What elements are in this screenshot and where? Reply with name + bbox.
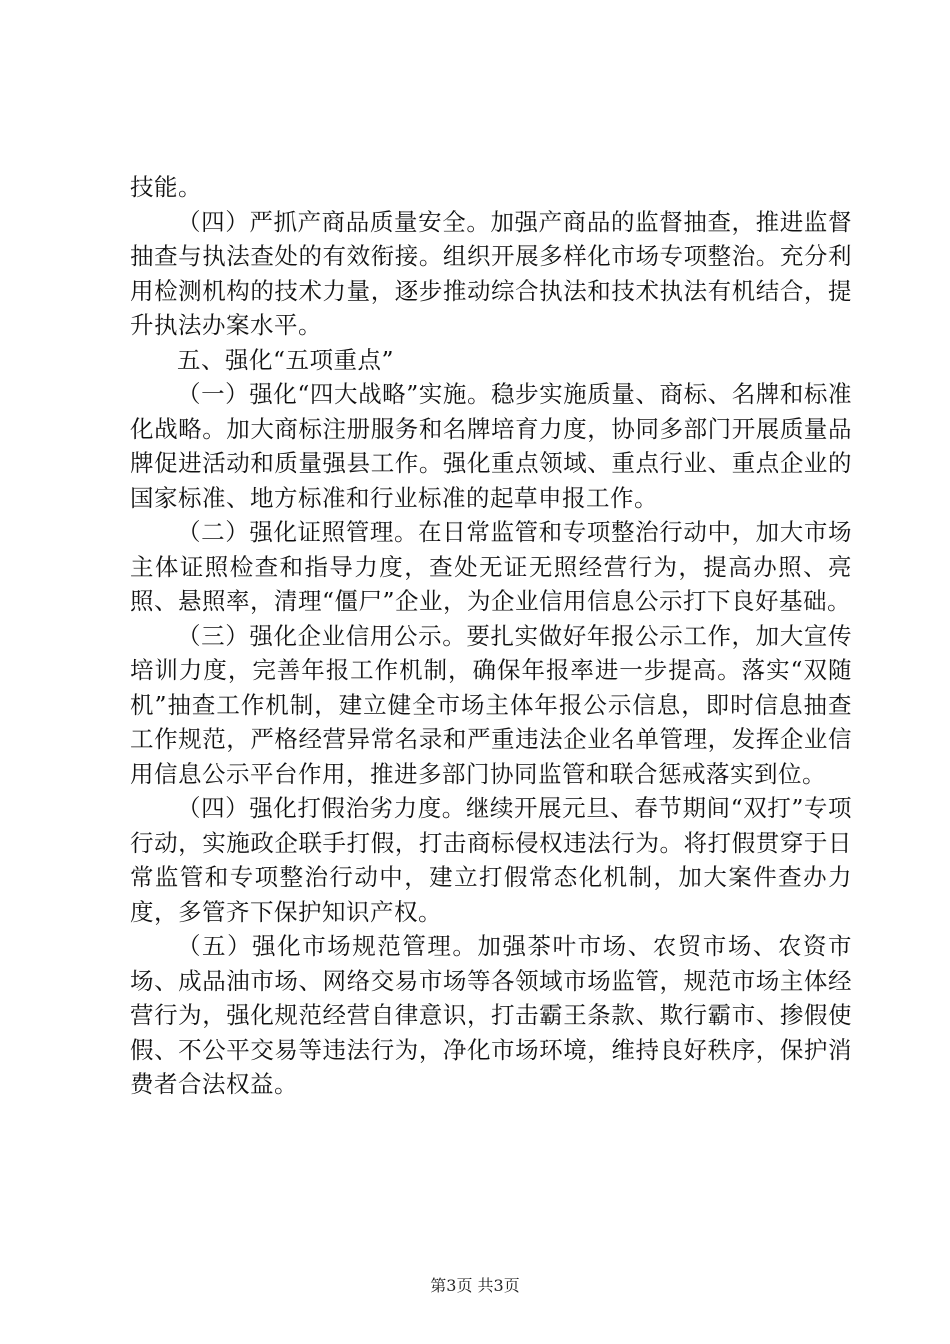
document-body: [130, 170, 852, 1102]
paragraph-credit-disclosure: （三）强化企业信用公示。要扎实做好年报公示工作，加大宣传培训力度，完善年报工作机制，确保年报率进一步提高。落实“双随机”抽查工作机制，建立健全市场主体年报公示信息，即时信息抽查工作规范，严格经营异常名录和严重违法企业名单管理，发挥企业信用信息公示平台作用，推进多部门协同监管和联合惩戒落实到位。: [130, 621, 852, 788]
paragraph-four-strategies: （一）强化“四大战略”实施。稳步实施质量、商标、名牌和标准化战略。加大商标注册服务和名牌培育力度，协同多部门开展质量品牌促进活动和质量强县工作。强化重点领域、重点行业、重点企业的国家标准、地方标准和行业标准的起草申报工作。: [130, 380, 852, 512]
paragraph-market-regulation: （五）强化市场规范管理。加强茶叶市场、农贸市场、农资市场、成品油市场、网络交易市场等各领域市场监管，规范市场主体经营行为，强化规范经营自律意识，打击霸王条款、欺行霸市、掺假使假、不公平交易等违法行为，净化市场环境，维持良好秩序，保护消费者合法权益。: [130, 932, 852, 1098]
page-number: 第3页 共3页: [430, 1276, 520, 1295]
section-heading: 五、强化“五项重点”: [177, 345, 395, 374]
paragraph-anti-counterfeit: （四）强化打假治劣力度。继续开展元旦、春节期间“双打”专项行动，实施政企联手打假，打击商标侵权违法行为。将打假贯穿于日常监管和专项整治行动中，建立打假常态化机制，加大案件查办力度，多管齐下保护知识产权。: [130, 794, 852, 926]
paragraph-quality-safety: （四）严抓产商品质量安全。加强产商品的监督抽查，推进监督抽查与执法查处的有效衔接。组织开展多样化市场专项整治。充分利用检测机构的技术力量，逐步推动综合执法和技术执法有机结合，提升执法办案水平。: [130, 207, 852, 339]
continuation-text: 技能。: [130, 173, 202, 201]
paragraph-license-management: （二）强化证照管理。在日常监管和专项整治行动中，加大市场主体证照检查和指导力度，查处无证无照经营行为，提高办照、亮照、悬照率，清理“僵尸”企业，为企业信用信息公示打下良好基础。: [130, 518, 852, 615]
